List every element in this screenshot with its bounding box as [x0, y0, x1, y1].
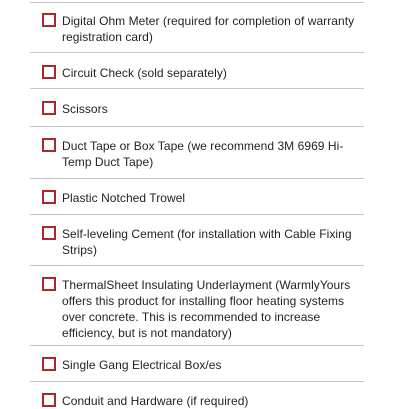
checkbox-icon[interactable]	[42, 190, 56, 204]
checklist-item[interactable]	[30, 357, 368, 373]
checkbox-icon[interactable]	[42, 357, 56, 371]
checklist-item[interactable]	[30, 65, 368, 81]
checklist-item[interactable]	[30, 190, 368, 206]
checkbox-icon[interactable]	[42, 277, 56, 291]
checklist-item-label: Plastic Notched Trowel	[62, 191, 186, 205]
checklist-item[interactable]	[30, 277, 368, 341]
divider	[30, 214, 364, 215]
checklist-item-label: Conduit and Hardware (if required)	[62, 394, 249, 408]
checklist-item-label: Single Gang Electrical Box/es	[62, 358, 222, 372]
checkbox-icon[interactable]	[42, 226, 56, 240]
divider	[30, 265, 364, 266]
divider	[30, 178, 364, 179]
checkbox-icon[interactable]	[42, 101, 56, 115]
checkbox-icon[interactable]	[42, 138, 56, 152]
checklist-item[interactable]	[30, 226, 368, 258]
checkbox-icon[interactable]	[42, 393, 56, 407]
divider	[30, 126, 364, 127]
divider	[30, 345, 364, 346]
divider	[30, 2, 364, 3]
divider	[30, 88, 364, 89]
checklist-item-label: Circuit Check (sold separately)	[62, 66, 227, 80]
divider	[30, 52, 364, 53]
checklist-item-label: Duct Tape or Box Tape (we recommend 3M 6969 Hi-Temp Duct Tape)	[62, 139, 344, 169]
checklist-item[interactable]	[30, 393, 368, 409]
checklist-item-label: ThermalSheet Insulating Underlayment (WarmlyYours offers this product for installing floor heating systems over concrete. This is recommended to increase efficiency, but is not mandatory)	[62, 278, 351, 340]
checkbox-icon[interactable]	[42, 13, 56, 27]
checklist-item[interactable]	[30, 13, 368, 45]
checklist-item-label: Digital Ohm Meter (required for completion of warranty registration card)	[62, 14, 355, 44]
checklist-item-label: Self-leveling Cement (for installation with Cable Fixing Strips)	[62, 227, 352, 257]
divider	[30, 381, 364, 382]
checklist-item[interactable]	[30, 101, 368, 117]
checklist-item-label: Scissors	[62, 102, 108, 116]
checklist-item[interactable]	[30, 138, 368, 170]
checkbox-icon[interactable]	[42, 65, 56, 79]
